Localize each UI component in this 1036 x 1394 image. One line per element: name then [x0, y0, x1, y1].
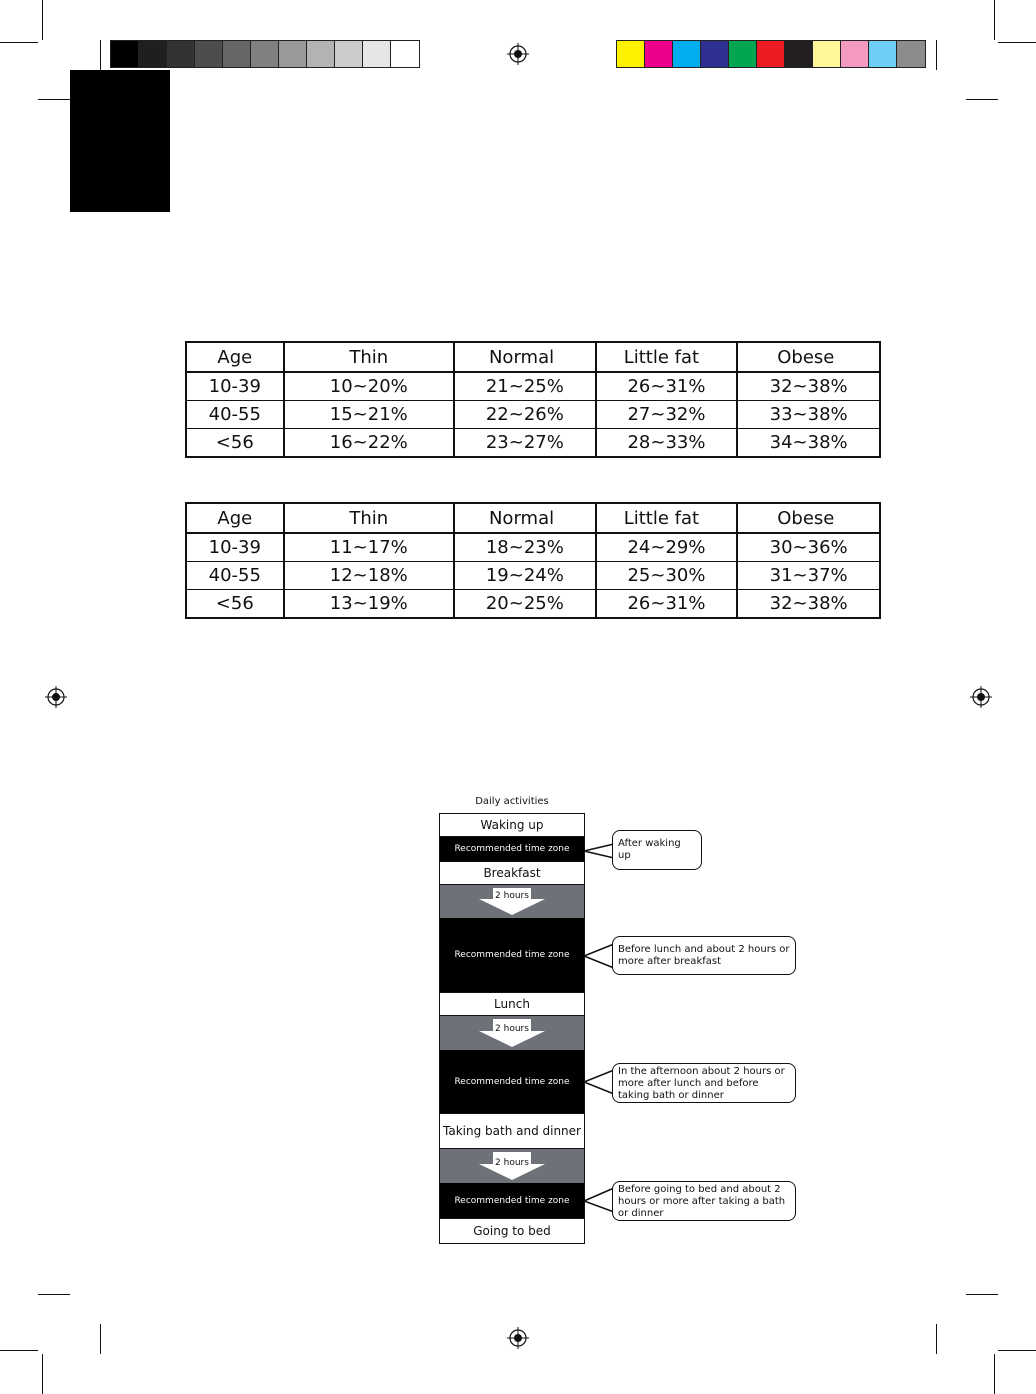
color-swatch: [279, 41, 307, 67]
table-header-cell: Normal: [454, 503, 596, 533]
crop-mark: [38, 1294, 70, 1295]
registration-mark-icon: [507, 43, 529, 65]
table-row: [186, 590, 880, 619]
two-hours-gap: [439, 885, 585, 918]
down-arrow-icon: [477, 885, 547, 918]
table-cell: 19~24%: [454, 562, 596, 590]
step-bath-dinner: Taking bath and dinner: [439, 1113, 585, 1149]
color-swatch: [223, 41, 251, 67]
registration-mark-icon: [970, 686, 992, 708]
table-row: [186, 429, 880, 458]
two-hours-gap: [439, 1016, 585, 1050]
callout-after-waking: After waking up: [612, 830, 702, 870]
step-going-to-bed: Going to bed: [439, 1218, 585, 1244]
step-breakfast: Breakfast: [439, 861, 585, 885]
crop-mark: [936, 40, 937, 70]
color-swatch: [841, 41, 869, 67]
daily-activities-flow: [439, 813, 585, 1244]
table-cell: 15~21%: [284, 401, 454, 429]
table-cell: 32~38%: [737, 372, 880, 401]
color-calibration-bar: [616, 40, 926, 68]
crop-mark: [966, 99, 998, 100]
recommended-zone: Recommended time zone: [439, 837, 585, 861]
color-swatch: [673, 41, 701, 67]
color-swatch: [869, 41, 897, 67]
crop-mark: [998, 42, 1036, 43]
table-cell: 16~22%: [284, 429, 454, 458]
table-cell: 28~33%: [596, 429, 738, 458]
color-swatch: [307, 41, 335, 67]
callout-before-lunch: Before lunch and about 2 hours or more after breakfast: [612, 936, 796, 975]
recommended-zone: Recommended time zone: [439, 918, 585, 992]
color-swatch: [335, 41, 363, 67]
crop-mark: [100, 40, 101, 70]
crop-mark: [42, 1354, 43, 1394]
table-cell: 40-55: [186, 401, 284, 429]
table-row: [186, 562, 880, 590]
table-cell: <56: [186, 590, 284, 619]
flow-chart-title: Daily activities: [475, 796, 549, 807]
color-swatch: [813, 41, 841, 67]
crop-mark: [0, 42, 38, 43]
color-swatch: [391, 41, 419, 67]
color-swatch: [645, 41, 673, 67]
color-swatch: [139, 41, 167, 67]
table-cell: 11~17%: [284, 533, 454, 562]
color-swatch: [757, 41, 785, 67]
table-cell: 24~29%: [596, 533, 738, 562]
table-row: [186, 372, 880, 401]
table-row: [186, 401, 880, 429]
table-cell: 22~26%: [454, 401, 596, 429]
table-header-row: [186, 503, 880, 533]
table-cell: 25~30%: [596, 562, 738, 590]
crop-mark: [936, 1324, 937, 1354]
color-swatch: [701, 41, 729, 67]
crop-mark: [994, 1354, 995, 1394]
crop-mark: [38, 99, 70, 100]
step-lunch: Lunch: [439, 992, 585, 1016]
table-cell: 10-39: [186, 372, 284, 401]
table-cell: 31~37%: [737, 562, 880, 590]
table-cell: 18~23%: [454, 533, 596, 562]
color-swatch: [195, 41, 223, 67]
color-swatch: [251, 41, 279, 67]
table-header-row: [186, 342, 880, 372]
table-header-cell: Age: [186, 342, 284, 372]
color-swatch: [167, 41, 195, 67]
table-header-cell: Little fat: [596, 503, 738, 533]
table-cell: 27~32%: [596, 401, 738, 429]
table-cell: 30~36%: [737, 533, 880, 562]
callout-before-bed: Before going to bed and about 2 hours or more after taking a bath or dinner: [612, 1181, 796, 1221]
table-header-cell: Age: [186, 503, 284, 533]
table-cell: 32~38%: [737, 590, 880, 619]
table-row: [186, 533, 880, 562]
gap-label: 2 hours: [495, 1024, 529, 1034]
table-header-cell: Obese: [737, 503, 880, 533]
black-tab-marker: [70, 70, 170, 212]
callout-afternoon: In the afternoon about 2 hours or more after lunch and before taking bath or dinner: [612, 1063, 796, 1103]
table-cell: 12~18%: [284, 562, 454, 590]
table-cell: 40-55: [186, 562, 284, 590]
table-cell: 10~20%: [284, 372, 454, 401]
color-swatch: [617, 41, 645, 67]
color-swatch: [785, 41, 813, 67]
table-cell: 26~31%: [596, 590, 738, 619]
crop-mark: [0, 1350, 38, 1351]
table-cell: 26~31%: [596, 372, 738, 401]
step-waking-up: Waking up: [439, 813, 585, 837]
registration-mark-icon: [507, 1327, 529, 1349]
crop-mark: [966, 1294, 998, 1295]
gap-label: 2 hours: [495, 1158, 529, 1168]
registration-mark-icon: [45, 686, 67, 708]
crop-mark: [42, 0, 43, 40]
body-fat-table-2: [185, 502, 881, 619]
table-cell: 33~38%: [737, 401, 880, 429]
table-cell: 10-39: [186, 533, 284, 562]
gap-label: 2 hours: [495, 891, 529, 901]
table-header-cell: Obese: [737, 342, 880, 372]
two-hours-gap: [439, 1149, 585, 1183]
table-header-cell: Thin: [284, 503, 454, 533]
table-header-cell: Thin: [284, 342, 454, 372]
color-swatch: [363, 41, 391, 67]
table-cell: <56: [186, 429, 284, 458]
grayscale-calibration-bar: [110, 40, 420, 68]
crop-mark: [994, 0, 995, 40]
color-swatch: [111, 41, 139, 67]
table-header-cell: Normal: [454, 342, 596, 372]
recommended-zone: Recommended time zone: [439, 1050, 585, 1113]
crop-mark: [998, 1350, 1036, 1351]
table-cell: 21~25%: [454, 372, 596, 401]
table-cell: 13~19%: [284, 590, 454, 619]
callout-pointers: [580, 830, 620, 1220]
color-swatch: [729, 41, 757, 67]
table-cell: 34~38%: [737, 429, 880, 458]
body-fat-table-1: [185, 341, 881, 458]
recommended-zone: Recommended time zone: [439, 1183, 585, 1218]
table-header-cell: Little fat: [596, 342, 738, 372]
table-cell: 23~27%: [454, 429, 596, 458]
color-swatch: [897, 41, 925, 67]
table-cell: 20~25%: [454, 590, 596, 619]
crop-mark: [100, 1324, 101, 1354]
